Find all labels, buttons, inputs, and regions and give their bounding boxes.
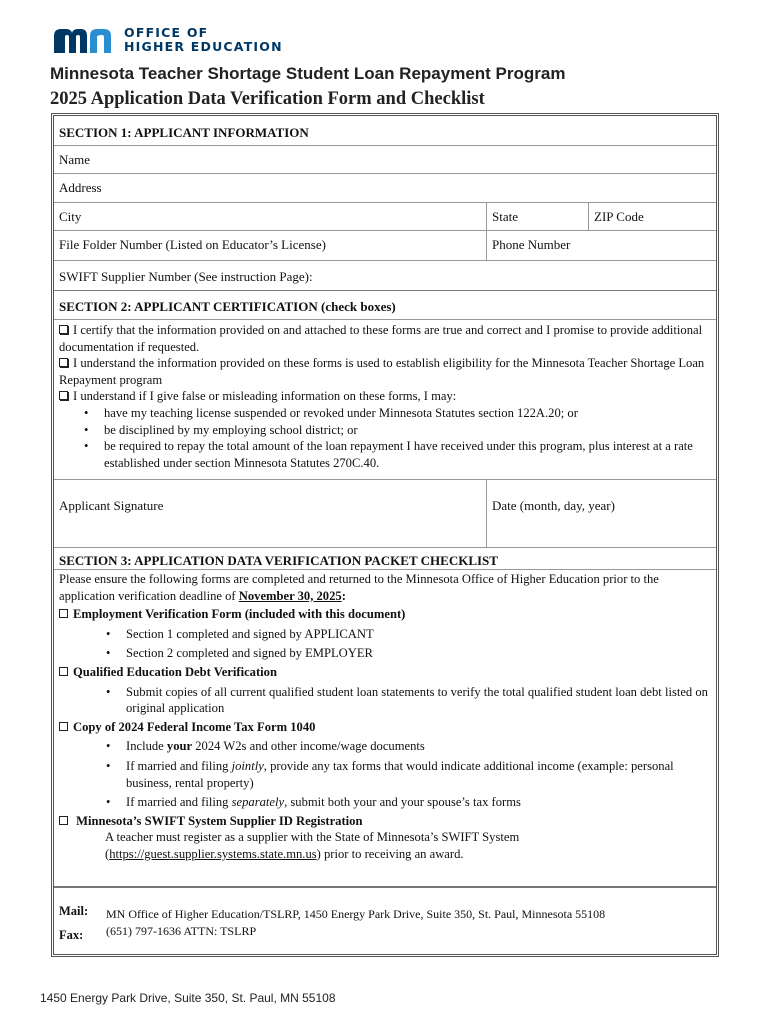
checkbox-icon[interactable] [59, 816, 68, 825]
list-item: • Include your 2024 W2s and other income/wage documents [126, 738, 711, 755]
org-line1: OFFICE OF [124, 25, 209, 40]
swift-link[interactable]: https://guest.supplier.systems.state.mn.us [109, 846, 317, 861]
section2-header [54, 292, 716, 320]
checkbox-icon[interactable] [59, 667, 68, 676]
form-title: 2025 Application Data Verification Form and Checklist [50, 89, 485, 109]
checkbox-icon[interactable] [59, 391, 68, 400]
section1-heading: SECTION 1: APPLICANT INFORMATION [59, 125, 309, 140]
checklist-item-1: Employment Verification Form (included with this document) [59, 606, 711, 623]
checkbox-icon[interactable] [59, 358, 68, 367]
org-line2: HIGHER EDUCATION [124, 39, 283, 54]
address-label: Address [59, 180, 102, 195]
certification-block [54, 320, 716, 480]
footer-address: 1450 Energy Park Drive, Suite 350, St. Paul, MN 55108 [40, 991, 336, 1005]
cert-item-3: I understand if I give false or misleading information on these forms, I may: [59, 388, 711, 405]
city-label: City [59, 209, 82, 224]
file-folder-field[interactable] [54, 231, 486, 260]
swift-label: SWIFT Supplier Number (See instruction Page): [59, 269, 313, 284]
mn-logo-icon [52, 27, 114, 53]
cert-item-1: I certify that the information provided on and attached to these forms are true and correct and I promise to provide additional documentation if requested. [59, 323, 703, 354]
section2-heading: SECTION 2: APPLICANT CERTIFICATION (check boxes) [59, 299, 396, 314]
contact-block [54, 890, 716, 954]
checkbox-icon[interactable] [59, 609, 68, 618]
consequence-list [59, 405, 711, 471]
checklist-intro: Please ensure the following forms are completed and returned to the Minnesota Office of Higher Education prior to the application verification deadline of November 30, 2025: [59, 572, 659, 603]
item1-list [59, 626, 711, 662]
program-title: Minnesota Teacher Shortage Student Loan Repayment Program [50, 64, 566, 83]
zip-label: ZIP Code [594, 209, 644, 224]
signature-label: Applicant Signature [59, 498, 164, 513]
signature-row [54, 480, 716, 548]
list-item: • Section 2 completed and signed by EMPLOYER [126, 645, 711, 662]
application-form [51, 113, 719, 957]
file-folder-label: File Folder Number (Listed on Educator’s License) [59, 237, 326, 252]
address-row[interactable] [54, 174, 716, 203]
deadline-date: November 30, 2025 [238, 588, 342, 603]
checklist-item-3: Copy of 2024 Federal Income Tax Form 1040 [59, 719, 711, 736]
date-label: Date (month, day, year) [492, 498, 615, 513]
list-item: • If married and filing separately, submit both your and your spouse’s tax forms [126, 794, 711, 811]
swift-row[interactable] [54, 261, 716, 291]
name-row[interactable] [54, 146, 716, 174]
section3-heading: SECTION 3: APPLICATION DATA VERIFICATION PACKET CHECKLIST [59, 553, 498, 568]
phone-label: Phone Number [492, 237, 571, 252]
file-phone-row [54, 231, 716, 261]
checkbox-icon[interactable] [59, 325, 68, 334]
zip-field[interactable] [588, 203, 716, 230]
section1-header [54, 116, 716, 146]
signature-field[interactable] [54, 480, 486, 547]
list-item: • be disciplined by my employing school district; or [104, 422, 711, 439]
list-item: • Submit copies of all current qualified student loan statements to verify the total qualified student loan debt listed on original application [126, 684, 711, 717]
item3-list [59, 738, 711, 810]
cert-item-2: I understand the information provided on these forms is used to establish eligibility for the Minnesota Teacher Shortage Loan Repayment program [59, 356, 705, 387]
name-label: Name [59, 152, 91, 167]
city-state-zip-row [54, 203, 716, 231]
mail-label: Mail: [59, 904, 89, 918]
swift-note: A teacher must register as a supplier with the State of Minnesota’s SWIFT System (https://guest.supplier.systems.state.mn.us) prior to receiving an award. [105, 830, 520, 861]
mail-address: MN Office of Higher Education/TSLRP, 1450 Energy Park Drive, Suite 350, St. Paul, Minnesota 55108 [106, 907, 606, 921]
list-item: • have my teaching license suspended or revoked under Minnesota Statutes section 122A.20; or [104, 405, 711, 422]
checkbox-icon[interactable] [59, 722, 68, 731]
item2-list [59, 684, 711, 717]
state-label: State [492, 209, 518, 224]
date-field[interactable] [486, 480, 716, 547]
phone-field[interactable] [486, 231, 716, 260]
list-item: • Section 1 completed and signed by APPLICANT [126, 626, 711, 643]
list-item: • If married and filing jointly, provide any tax forms that would indicate additional income (example: personal business, rental property) [126, 758, 711, 791]
state-field[interactable] [486, 203, 588, 230]
fax-number: (651) 797-1636 ATTN: TSLRP [106, 924, 257, 938]
fax-label: Fax: [59, 928, 84, 942]
section3-header [54, 548, 716, 570]
checklist-item-4: Minnesota’s SWIFT System Supplier ID Registration [59, 813, 711, 830]
ohe-logo [52, 26, 283, 54]
list-item: • be required to repay the total amount of the loan repayment I have received under this program, plus interest at a rate established under section Minnesota Statutes 270C.40. [104, 438, 711, 471]
checklist-item-2: Qualified Education Debt Verification [59, 664, 711, 681]
checklist-block [54, 570, 716, 888]
city-field[interactable] [54, 203, 486, 230]
